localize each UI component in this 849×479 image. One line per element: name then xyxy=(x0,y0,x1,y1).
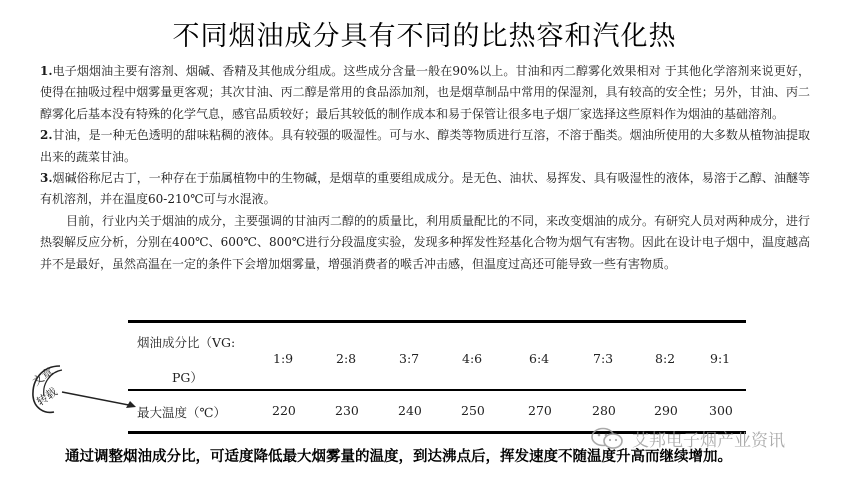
temp-cell: 250 xyxy=(461,403,485,418)
paragraph-3 xyxy=(40,168,810,211)
ratio-row-label-cont: PG） xyxy=(172,370,203,385)
svg-text:文章: 文章 xyxy=(30,365,56,389)
temp-cell: 280 xyxy=(592,403,616,418)
paragraph-text: 甘油，是一种无色透明的甜味粘稠的液体。具有较强的吸湿性。可与水、醇类等物质进行互溶，不溶于酯类。烟油所使用的大多数从植物油提取出来的蔬菜甘油。 xyxy=(40,128,810,164)
paragraph-number: 3. xyxy=(40,171,53,186)
temp-cell: 240 xyxy=(398,403,422,418)
svg-text:转载: 转载 xyxy=(34,385,60,409)
temp-cell: 230 xyxy=(335,403,359,418)
paragraph-number: 1. xyxy=(40,64,53,78)
paragraph-1 xyxy=(40,61,810,125)
body-text xyxy=(40,61,810,275)
wechat-icon xyxy=(588,426,628,450)
conclusion-text: 通过调整烟油成分比，可适度降低最大烟雾量的温度，到达沸点后，挥发速度不随温度升高而继续增加。 xyxy=(65,449,732,465)
temp-cell: 220 xyxy=(272,403,296,418)
ratio-cell: 6:4 xyxy=(529,351,550,366)
temp-row-label: 最大温度（℃） xyxy=(137,405,226,420)
watermark xyxy=(588,426,785,450)
ratio-cell: 3:7 xyxy=(399,351,420,366)
ratio-cell: 7:3 xyxy=(593,351,614,366)
watermark-text: 艾邦电子烟产业资讯 xyxy=(632,430,785,451)
paragraph-2 xyxy=(40,125,810,168)
ratio-cell: 8:2 xyxy=(655,351,676,366)
paragraph-4 xyxy=(40,211,810,275)
ratio-cell: 9:1 xyxy=(710,351,731,366)
table-top-rule xyxy=(128,320,746,323)
table-mid-rule xyxy=(128,389,746,391)
page-title: 不同烟油成分具有不同的比热容和汽化热 xyxy=(172,21,677,52)
ratio-row-label: 烟油成分比（VG: xyxy=(137,335,236,350)
temp-cell: 300 xyxy=(709,403,733,418)
paragraph-text: 烟碱俗称尼古丁，一种存在于茄属植物中的生物碱，是烟草的重要组成成分。是无色、油状、易挥发、具有吸湿性的液体，易溶于乙醇、油醚等有机溶剂，并在温度60-210℃可与水混液。 xyxy=(40,171,810,207)
stamp-arrow xyxy=(60,386,140,416)
paragraph-text: 目前，行业内关于烟油的成分，主要强调的甘油丙二醇的的质量比，利用质量配比的不同，来改变烟油的成分。有研究人员对两种成分，进行热裂解反应分析，分别在400℃、600℃、800℃进行分段温度实验，发现多种挥发性羟基化合物为烟气有害物。因此在设计电子烟中，温度越高并不是最好，虽然高温在一定的条件下会增加烟雾量，增强消费者的喉舌冲击感，但温度过高还可能导致一些有害物质。 xyxy=(40,213,811,271)
paragraph-number: 2. xyxy=(40,128,53,143)
ratio-cell: 4:6 xyxy=(462,351,483,366)
ratio-cell: 2:8 xyxy=(336,351,357,366)
ratio-cell: 1:9 xyxy=(273,351,294,366)
paragraph-text: 电子烟烟油主要有溶剂、烟碱、香精及其他成分组成。这些成分含量一般在90%以上。甘油和丙二醇雾化效果相对 于其他化学溶剂来说更好，使得在抽吸过程中烟雾量更客观；其次甘油、丙二醇是常用的食品添加剂，也是烟草制品中常用的保湿剂，具有较高的安全性；另外，甘油、丙二醇雾化后基本没有特殊的化学气息，感官品质较好；最后其较低的制作成本和易于保管让很多电子烟厂家选择这些原料作为烟油的基础溶剂。 xyxy=(40,64,810,121)
temp-cell: 270 xyxy=(528,403,552,418)
temp-cell: 290 xyxy=(654,403,678,418)
